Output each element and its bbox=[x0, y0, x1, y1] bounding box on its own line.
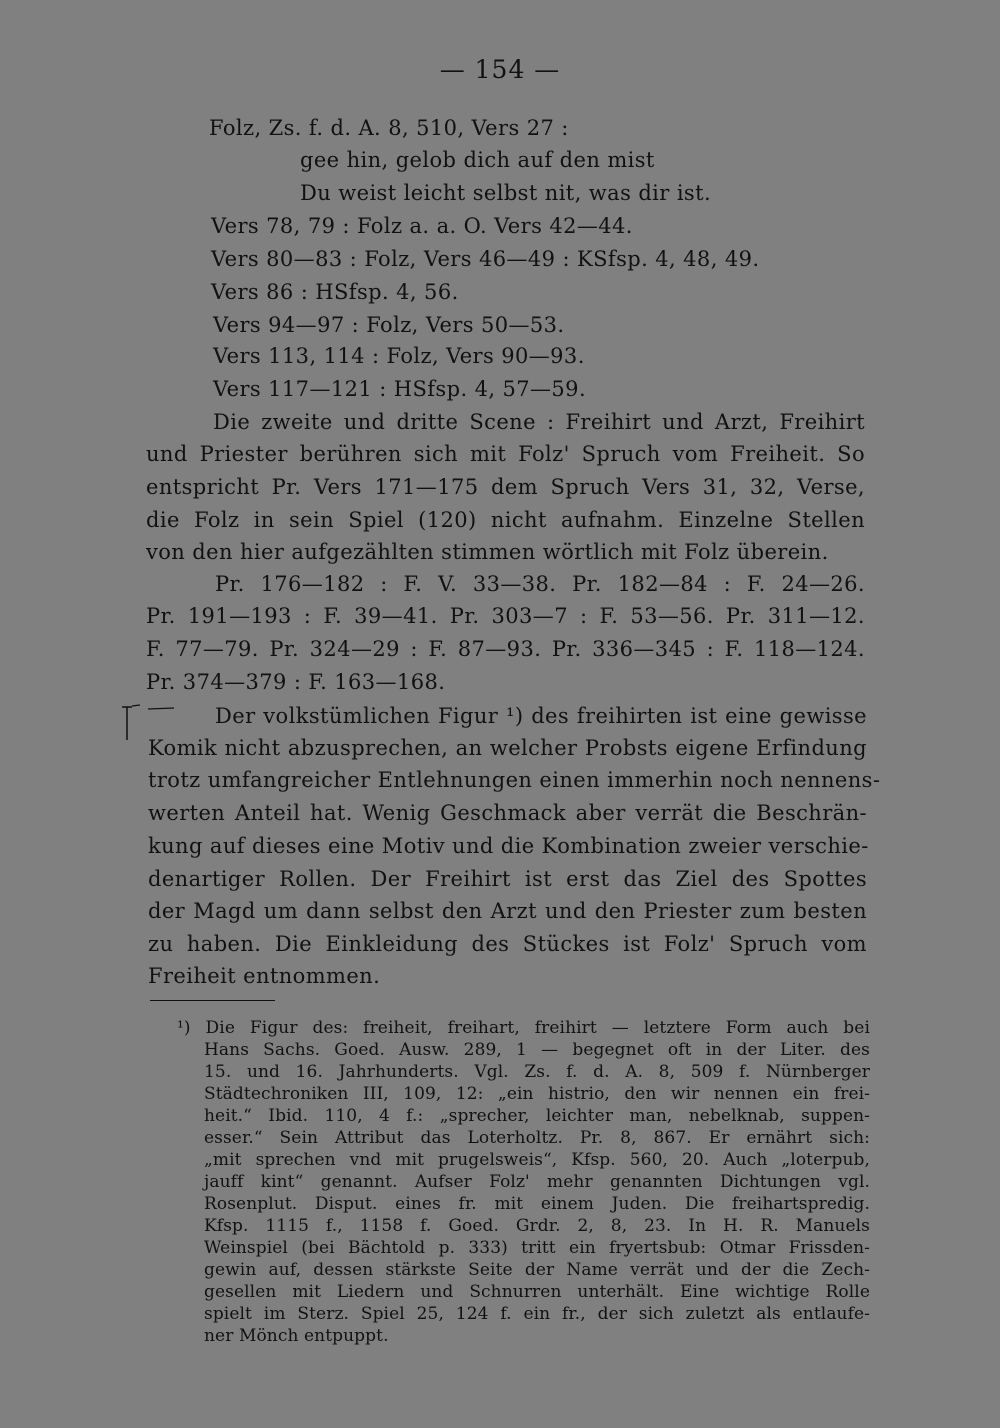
body-line: Pr. 374—379 : F. 163—168. bbox=[146, 670, 446, 694]
footnote-line: ¹) Die Figur des: freiheit, freihart, freihirt — letztere Form auch bei bbox=[177, 1018, 870, 1038]
footnote-line: esser.“ Sein Attribut das Loterholtz. Pr. 8, 867. Er ernährt sich: bbox=[204, 1128, 870, 1148]
footnote-line: Hans Sachs. Goed. Ausw. 289, 1 — begegnet oft in der Liter. des bbox=[204, 1040, 870, 1060]
body-line: denartiger Rollen. Der Freihirt ist erst das Ziel des Spottes bbox=[148, 867, 867, 891]
margin-bracket-mark bbox=[118, 702, 178, 748]
footnote-line: ner Mönch entpuppt. bbox=[204, 1326, 389, 1346]
footnote-line: Rosenplut. Disput. eines fr. mit einem Juden. Die freihartspredig. bbox=[204, 1194, 870, 1214]
footnote-line: 15. und 16. Jahrhunderts. Vgl. Zs. f. d. A. 8, 509 f. Nürnberger bbox=[204, 1062, 870, 1082]
footnote-rule bbox=[150, 1000, 275, 1001]
footnote-line: jauff kint“ genannt. Aufser Folz' mehr genannten Dichtungen vgl. bbox=[204, 1172, 870, 1192]
body-line: Die zweite und dritte Scene : Freihirt und Arzt, Freihirt bbox=[213, 410, 865, 434]
body-line: zu haben. Die Einkleidung des Stückes ist Folz' Spruch vom bbox=[148, 932, 867, 956]
footnote-line: „mit sprechen vnd mit prugelsweis“, Kfsp. 560, 20. Auch „loterpub, bbox=[204, 1150, 870, 1170]
body-line: die Folz in sein Spiel (120) nicht aufnahm. Einzelne Stellen bbox=[146, 508, 865, 532]
body-line: Der volkstümlichen Figur ¹) des freihirten ist eine gewisse bbox=[215, 704, 867, 728]
body-line: Vers 78, 79 : Folz a. a. O. Vers 42—44. bbox=[211, 214, 633, 238]
footnote-line: gesellen mit Liedern und Schnurren unterhält. Eine wichtige Rolle bbox=[204, 1282, 870, 1302]
body-line: Pr. 191—193 : F. 39—41. Pr. 303—7 : F. 53—56. Pr. 311—12. bbox=[146, 604, 865, 628]
body-line: Vers 117—121 : HSfsp. 4, 57—59. bbox=[213, 377, 587, 401]
footnote-line: spielt im Sterz. Spiel 25, 124 f. ein fr., der sich zuletzt als entlaufe- bbox=[204, 1304, 870, 1324]
footnote-line: heit.“ Ibid. 110, 4 f.: „sprecher, leichter man, nebelknab, suppen- bbox=[204, 1106, 870, 1126]
body-line: Freiheit entnommen. bbox=[148, 964, 381, 988]
footnote-line: Weinspiel (bei Bächtold p. 333) tritt ein fryertsbub: Otmar Frissden- bbox=[204, 1238, 870, 1258]
body-line: trotz umfangreicher Entlehnungen einen immerhin noch nennens- bbox=[148, 768, 881, 792]
body-line: von den hier aufgezählten stimmen wörtlich mit Folz überein. bbox=[146, 540, 829, 564]
body-line: entspricht Pr. Vers 171—175 dem Spruch Vers 31, 32, Verse, bbox=[146, 475, 865, 499]
body-line: und Priester berühren sich mit Folz' Spruch vom Freiheit. So bbox=[146, 442, 865, 466]
body-line: F. 77—79. Pr. 324—29 : F. 87—93. Pr. 336—345 : F. 118—124. bbox=[146, 637, 865, 661]
body-line: Vers 80—83 : Folz, Vers 46—49 : KSfsp. 4, 48, 49. bbox=[211, 247, 760, 271]
footnote-line: Städtechroniken III, 109, 12: „ein histrio, den wir nennen ein frei- bbox=[204, 1084, 870, 1104]
body-line: der Magd um dann selbst den Arzt und den Priester zum besten bbox=[148, 899, 867, 923]
body-line: Komik nicht abzusprechen, an welcher Probsts eigene Erfindung bbox=[148, 736, 867, 760]
body-line: Vers 94—97 : Folz, Vers 50—53. bbox=[213, 313, 565, 337]
verse-line: gee hin, gelob dich auf den mist bbox=[300, 148, 655, 172]
body-line: kung auf dieses eine Motiv und die Kombination zweier verschie- bbox=[148, 834, 869, 858]
body-line: werten Anteil hat. Wenig Geschmack aber verrät die Beschrän- bbox=[148, 801, 867, 825]
body-line: Folz, Zs. f. d. A. 8, 510, Vers 27 : bbox=[209, 116, 569, 140]
footnote-line: Kfsp. 1115 f., 1158 f. Goed. Grdr. 2, 8, 23. In H. R. Manuels bbox=[204, 1216, 870, 1236]
body-line: Pr. 176—182 : F. V. 33—38. Pr. 182—84 : F. 24—26. bbox=[215, 572, 865, 596]
body-line: Vers 86 : HSfsp. 4, 56. bbox=[211, 280, 459, 304]
verse-line: Du weist leicht selbst nit, was dir ist. bbox=[300, 181, 712, 205]
body-line: Vers 113, 114 : Folz, Vers 90—93. bbox=[213, 344, 585, 368]
footnote-line: gewin auf, dessen stärkste Seite der Name verrät und der die Zech- bbox=[204, 1260, 870, 1280]
page-number: — 154 — bbox=[439, 55, 561, 84]
